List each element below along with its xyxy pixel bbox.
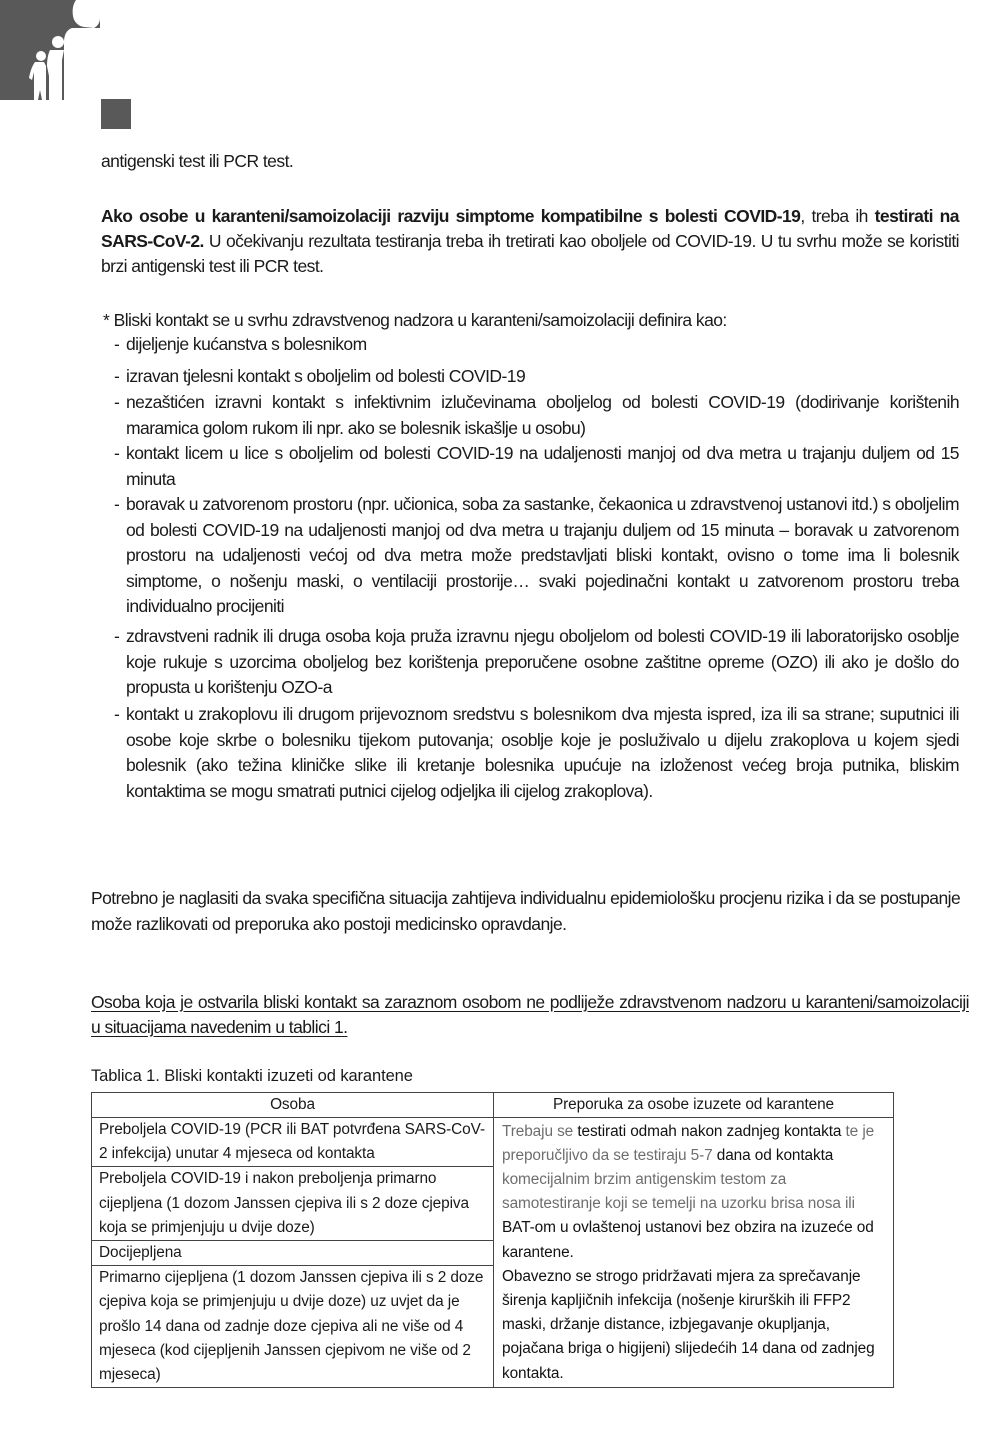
- definition-item: - nezaštićen izravni kontakt s infektivnim izlučevinama oboljelog od bolesti COVID-19 (dodirivanje korištenih maramica golom rukom ili npr. ako se bolesnik iskašlje u osobu): [114, 392, 959, 438]
- symptoms-text-1: , treba ih: [800, 206, 875, 226]
- symptoms-bold-1: Ako osobe u karanteni/samoizolaciji razviju simptome kompatibilne s bolesti COVID-19: [101, 206, 801, 226]
- definition-item: - dijeljenje kućanstva s bolesnikom: [126, 332, 959, 358]
- section-marker-icon: [101, 99, 131, 129]
- symptoms-paragraph: [101, 204, 959, 279]
- list-dash: -: [114, 392, 120, 412]
- table-caption: Tablica 1. Bliski kontakti izuzeti od karantene: [91, 1067, 413, 1085]
- exemption-table: [91, 1092, 894, 1388]
- definition-item: - boravak u zatvorenom prostoru (npr. učionica, soba za sastanke, čekaonica u zdravstvenoj ustanovi itd.) s oboljelim od bolesti COVID-19 na udaljenosti manjoj od dva metra u trajanju duljem od 15 minuta – boravak u zatvorenom prostoru na udaljenosti većoj od dva metra može predstavljati bliski kontakt, ovisno o tome ima li bolesnik simptome, o nošenju maski, o ventilaciji prostorije… svaki pojedinačni kontakt u zatvorenom prostoru treba individualno procijeniti: [114, 494, 959, 616]
- list-dash: -: [114, 494, 120, 514]
- definition-intro: * Bliski kontakt se u svrhu zdravstvenog nadzora u karanteni/samoizolaciji definira kao:: [103, 310, 727, 330]
- table-cell: Primarno cijepljena (1 dozom Janssen cjepiva ili s 2 doze cjepiva koja se primjenjuju u dvije doze) uz uvjet da je prošlo 14 dana od zadnje doze cjepiva ali ne više od 4 mjeseca (kod cijepljenih Janssen cjepivom ne više od 2 mjeseca): [92, 1266, 494, 1388]
- table-header-row: [92, 1093, 894, 1118]
- definition-item: - kontakt licem u lice s oboljelim od bolesti COVID-19 na udaljenosti manjoj od dva metra u trajanju duljem od 15 minuta: [114, 443, 959, 489]
- list-dash: -: [114, 334, 120, 354]
- definition-item: - kontakt u zrakoplovu ili drugom prijevoznom sredstvu s bolesnikom dva mjesta ispred, iza ili sa strane; suputnici ili osobe koje skrbe o bolesniku tijekom putovanja; osoblje koje je posluživalo u dijelu zrakoplova u kojem sjedi bolesnik (ako težina kliničke slike ili kretanje bolesnika upućuje na izloženost većeg broja putnika, bliskim kontaktima se mogu smatrati putnici cijelog odjeljka ili cijelog zrakoplova).: [114, 704, 959, 801]
- exemption-statement: Osoba koja je ostvarila bliski kontakt sa zaraznom osobom ne podliježe zdravstvenom nadzoru u karanteni/samoizolaciji u situacijama navedenim u tablici 1.: [91, 992, 969, 1037]
- table-cell: Preboljela COVID-19 (PCR ili BAT potvrđena SARS-CoV-2 infekcija) unutar 4 mjeseca od kontakta: [92, 1118, 494, 1167]
- family-silhouette-logo-icon: [0, 0, 100, 100]
- list-dash: -: [114, 626, 120, 646]
- table-row: [92, 1118, 894, 1167]
- symptoms-bold-2: testirati na SARS-CoV-2.: [101, 206, 959, 251]
- list-dash: -: [114, 443, 120, 463]
- definition-item: - zdravstveni radnik ili druga osoba koja pruža izravnu njegu oboljelom od bolesti COVID-19 ili laboratorijsko osoblje koje rukuje s uzorcima oboljelog bez korištenja preporučene osobne zaštitne opreme (OZO) ili ako je došlo do propusta u korištenju OZO-a: [114, 626, 959, 697]
- list-dash: -: [114, 366, 120, 386]
- definition-item: - izravan tjelesni kontakt s oboljelim od bolesti COVID-19: [126, 364, 959, 390]
- table-cell: Preboljela COVID-19 i nakon preboljenja primarno cijepljena (1 dozom Janssen cjepiva ili s 2 doze cjepiva koja se primjenjuju u dvije doze): [92, 1167, 494, 1241]
- intro-line: antigenski test ili PCR test.: [101, 151, 294, 171]
- header-osoba: Osoba: [92, 1093, 494, 1118]
- list-dash: -: [114, 704, 120, 724]
- header-preporuka: Preporuka za osobe izuzete od karantene: [494, 1093, 894, 1118]
- table-cell: Docijepljena: [92, 1241, 494, 1266]
- symptoms-text-2: U očekivanju rezultata testiranja treba ih tretirati kao oboljele od COVID-19. U tu svrhu može se koristiti brzi antigenski test ili PCR test.: [101, 231, 959, 276]
- recommendation-cell: Trebaju se testirati odmah nakon zadnjeg kontakta te je preporučljivo da se testiraju 5-7 dana od kontakta komecijalnim brzim antigenskim testom za samotestiranje koji se temelji na uzorku brisa nosa ili BAT-om u ovlaštenoj ustanovi bez obzira na izuzeće od karantene. Obavezno se strogo pridržavati mjera za sprečavanje širenja kapljičnih infekcija (nošenje kirurških ili FFP2 maski, držanje distance, izbjegavanje okupljanja, pojačana briga o higijeni) slijedećih 14 dana od zadnjeg kontakta.: [494, 1118, 894, 1388]
- note-paragraph: Potrebno je naglasiti da svaka specifična situacija zahtijeva individualnu epidemiološku procjenu rizika i da se postupanje može razlikovati od preporuka ako postoji medicinsko opravdanje.: [91, 888, 961, 934]
